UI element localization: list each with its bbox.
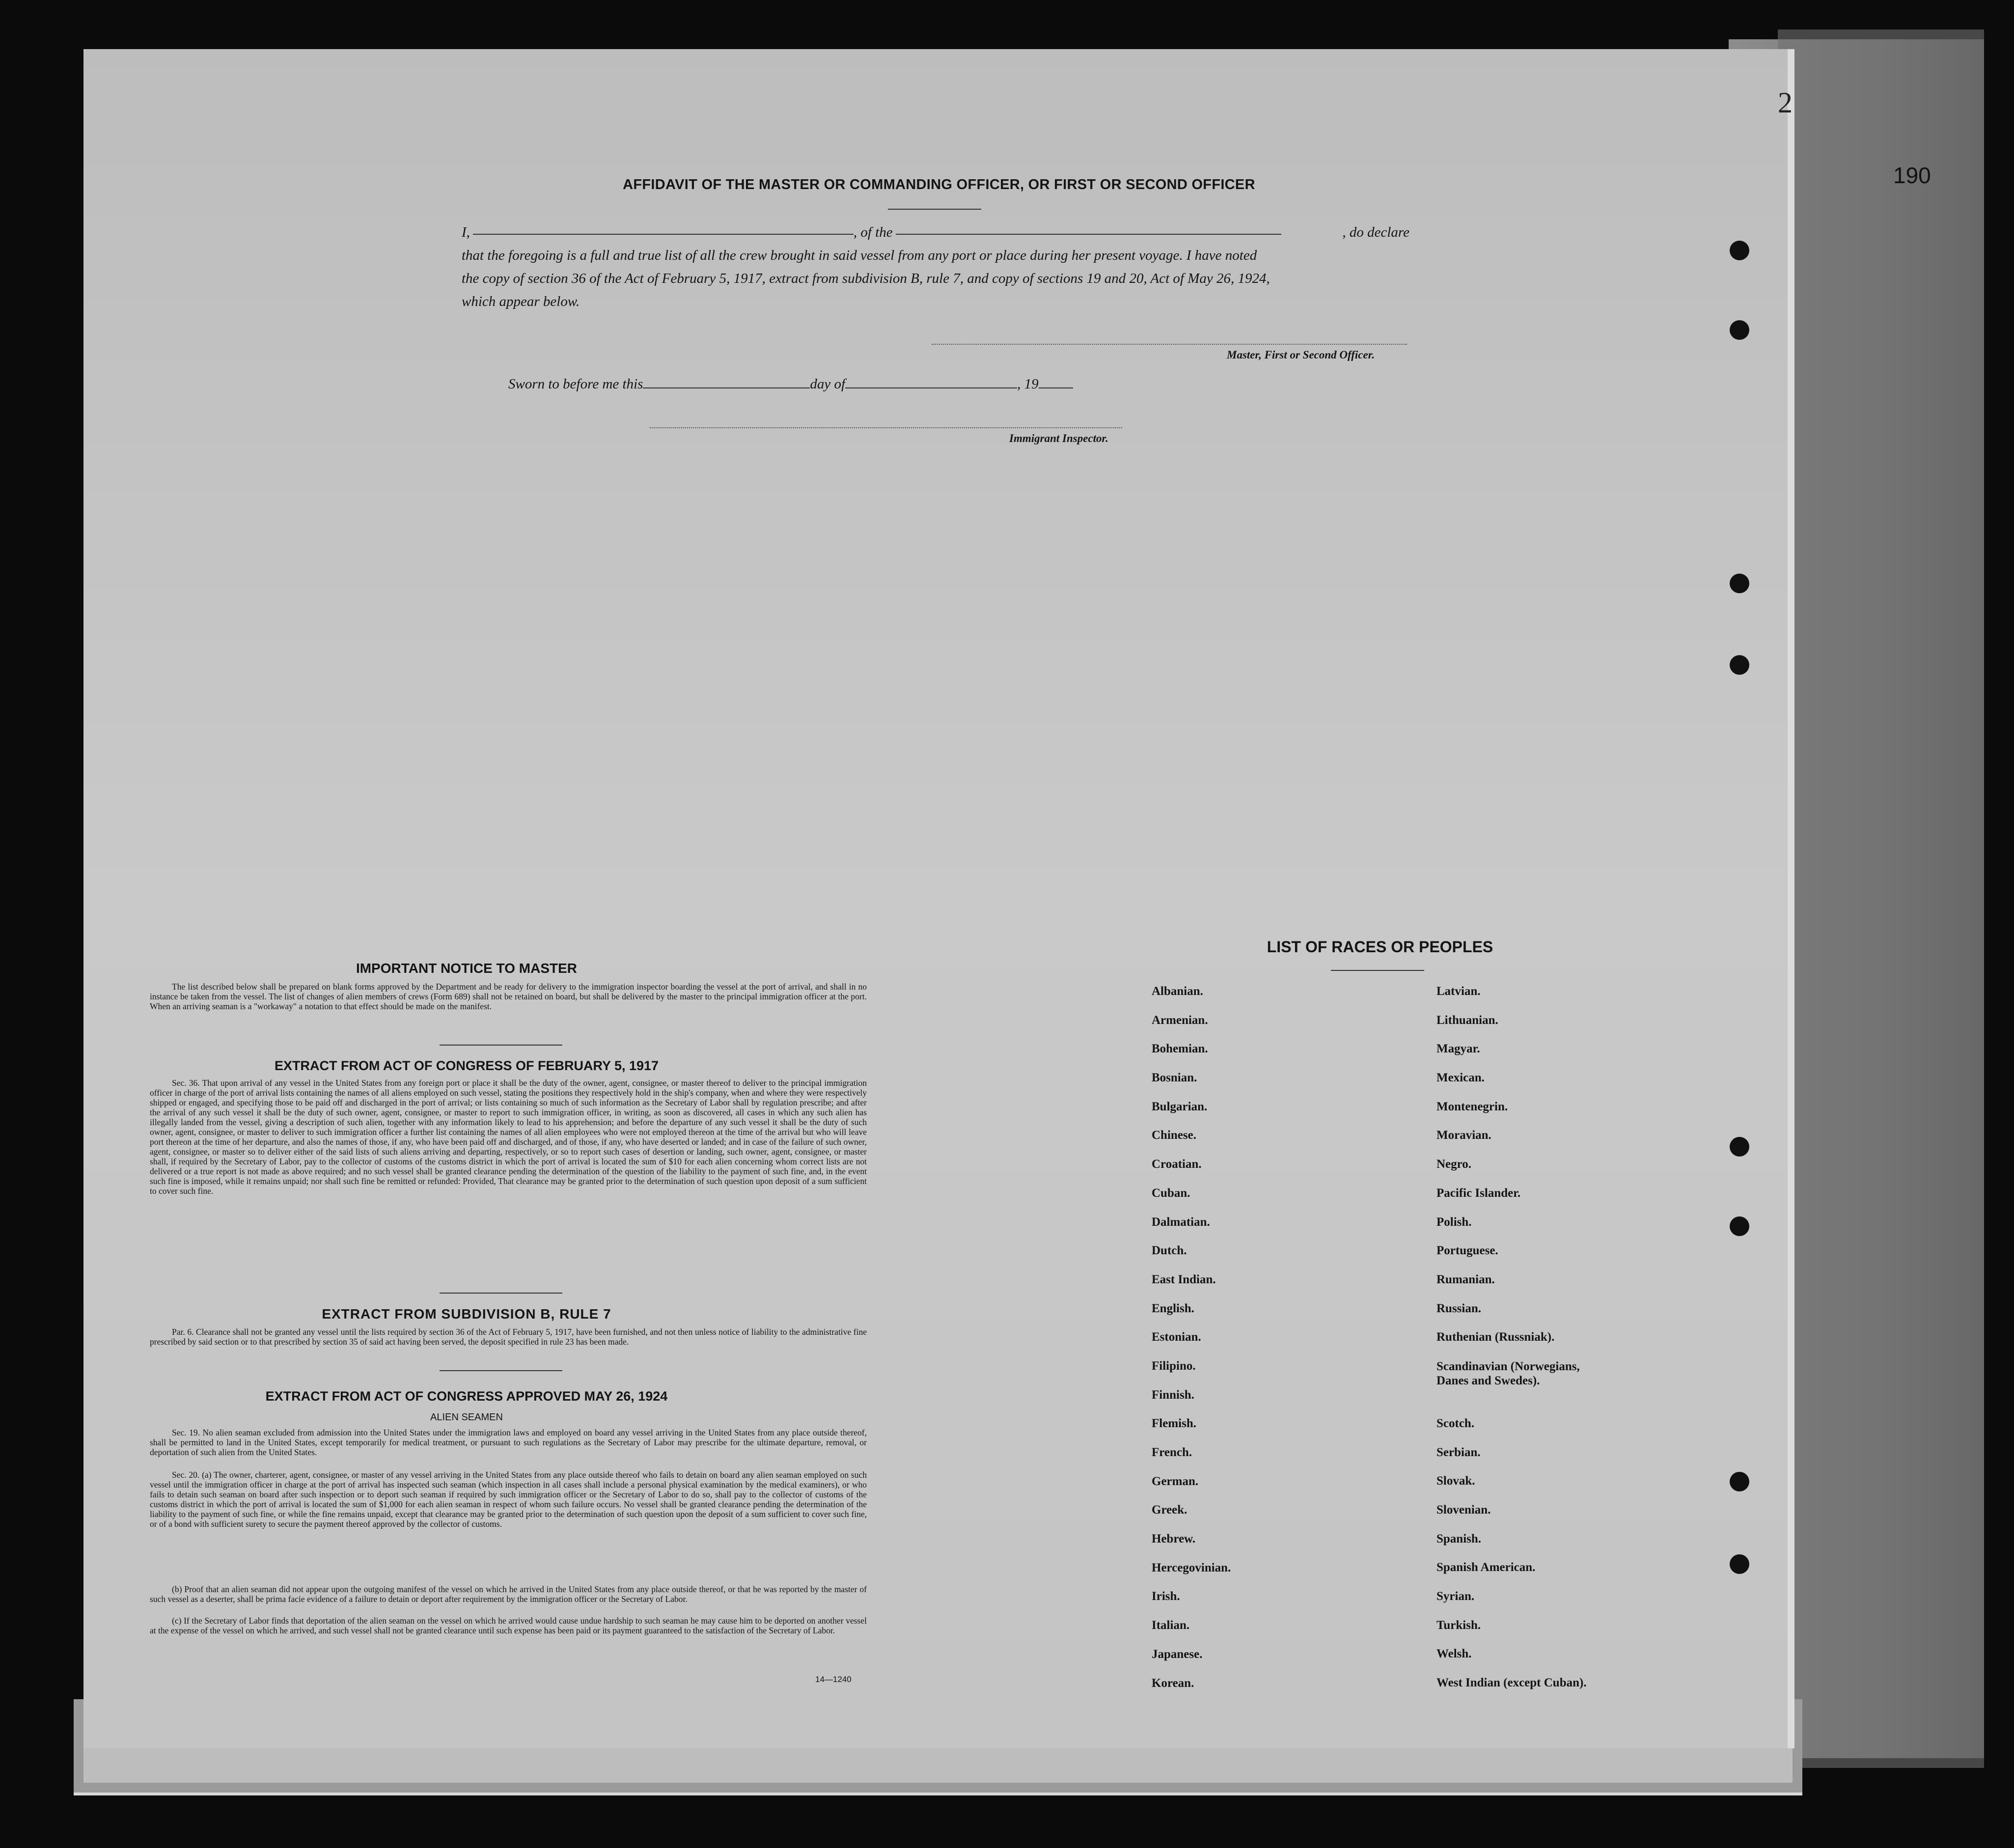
sworn-prefix: Sworn to before me this	[508, 376, 643, 392]
race-entry: German.	[1152, 1474, 1199, 1488]
race-entry: Albanian.	[1152, 985, 1203, 998]
race-entry: Pacific Islander.	[1436, 1186, 1521, 1200]
inspector-signature-line[interactable]	[650, 427, 1122, 428]
race-entry: English.	[1152, 1301, 1194, 1315]
race-entry: East Indian.	[1152, 1272, 1216, 1286]
extract-1917-body: Sec. 36. That upon arrival of any vessel in the United States from any foreign port or place it shall be the duty of the owner, agent, consignee, or master thereof to deliver to the principal immigration officer in charge of the port of arrival lists containing the names of all aliens employed on such vessel, stating the positions they respectively hold in the ship's company, when and where they were respectively shipped or engaged, and specifying those to be paid off and discharged in the port of arrival; or lists containing so much of such information as the Secretary of Labor shall by regulation prescribe; and after the arrival of any such vessel it shall be the duty of such owner, agent, consignee, or master to report to such immigration officer, in writing, as soon as discovered, all cases in which any such alien has illegally landed from the vessel, giving a description of such alien, together with any information likely to lead to his apprehension; and before the departure of any such vessel it shall be the duty of such owner, agent, consignee, or master to deliver to such immigration officer a further list containing the names of all alien employees who were not employed thereon at the time of the arrival but who will leave port thereon at the time of her departure, and also the names of those, if any, who have been paid off and discharged, and of those, if any, who have deserted or landed; and in case of the failure of such owner, agent, consignee, or master so to deliver either of the said lists of such aliens arriving and departing, respectively, or so to report such cases of desertion or landing, such owner, agent, consignee, or master shall, if required by the Secretary of Labor, pay to the collector of customs of the customs district in which the port of arrival is located the sum of $10 for each alien concerning whom correct lists are not delivered or a true report is not made as above required; and no such vessel shall be granted clearance pending the determination of the question of the liability to the payment of such fine, and, in the event such fine is imposed, while it remains unpaid; nor shall such fine be remitted or refunded: Provided, That clearance may be granted prior to the determination of such question upon deposit of a sum sufficient to cover such fine.	[150, 1078, 867, 1196]
race-entry: Irish.	[1152, 1590, 1180, 1603]
binding-hole	[1730, 320, 1749, 340]
race-entry: Spanish.	[1436, 1532, 1482, 1545]
race-entry: Spanish American.	[1436, 1561, 1536, 1574]
race-entry: Latvian.	[1436, 985, 1481, 998]
race-entry: Bosnian.	[1152, 1071, 1197, 1085]
handwritten-mark: 2	[1778, 86, 1793, 119]
adjacent-page-shadow	[1778, 29, 1984, 1768]
sworn-year-field[interactable]	[1039, 375, 1073, 388]
binding-hole	[1730, 1554, 1749, 1574]
race-entry: Serbian.	[1436, 1445, 1481, 1459]
races-right-column	[1436, 985, 1613, 1705]
race-entry: Portuguese.	[1436, 1244, 1498, 1258]
races-title: LIST OF RACES OR PEOPLES	[1267, 938, 1493, 956]
race-entry: Finnish.	[1152, 1388, 1194, 1402]
race-entry: Hercegovinian.	[1152, 1561, 1231, 1574]
section-rule	[440, 1293, 562, 1294]
race-entry: Scotch.	[1436, 1416, 1475, 1430]
race-entry: Estonian.	[1152, 1330, 1201, 1344]
race-entry: Montenegrin.	[1436, 1100, 1508, 1113]
race-entry: Korean.	[1152, 1676, 1194, 1690]
extract-1924-subtitle: ALIEN SEAMEN	[430, 1412, 503, 1423]
race-entry: Filipino.	[1152, 1359, 1196, 1373]
races-left-column	[1152, 985, 1231, 1705]
race-entry: Bohemian.	[1152, 1042, 1208, 1056]
race-entry: Bulgarian.	[1152, 1100, 1208, 1113]
race-entry: Dalmatian.	[1152, 1215, 1210, 1229]
declaration-line: which appear below.	[462, 294, 580, 309]
race-entry: Ruthenian (Russniak).	[1436, 1330, 1555, 1344]
race-entry: Cuban.	[1152, 1186, 1190, 1200]
extract-rule7-title: EXTRACT FROM SUBDIVISION B, RULE 7	[322, 1306, 611, 1322]
form-number: 14—1240	[815, 1675, 852, 1684]
race-entry: Japanese.	[1152, 1647, 1203, 1661]
race-entry: Lithuanian.	[1436, 1013, 1498, 1027]
race-entry: Syrian.	[1436, 1590, 1475, 1603]
vessel-name-field[interactable]	[896, 221, 1281, 235]
title-rule	[888, 209, 981, 210]
race-entry: Moravian.	[1436, 1129, 1491, 1142]
declare-suffix: , do declare	[1342, 224, 1409, 240]
race-entry: Polish.	[1436, 1215, 1472, 1229]
race-entry: Mexican.	[1436, 1071, 1485, 1085]
extract-rule7-body: Par. 6. Clearance shall not be granted any vessel until the lists required by section 36 of the Act of February 5, 1917, have been furnished, and not then unless notice of liability to the administrative fine prescribed by said section or to that prescribed by section 35 of said act having been served, the deposit specified in rule 23 has been made.	[150, 1327, 867, 1347]
notice-title: IMPORTANT NOTICE TO MASTER	[356, 961, 578, 976]
notice-body: The list described below shall be prepared on blank forms approved by the Department and be ready for delivery to the immigration inspector boarding the vessel at the port of arrival, and shall in no instance be taken from the vessel. The list of changes of alien members of crews (Form 689) shall not be retained on board, but shall be delivered by the master to the principal immigration officer at the port. When an arriving seaman is a "workaway" a notation to that effect should be made on the manifest.	[150, 982, 867, 1011]
sec20b-body: (b) Proof that an alien seaman did not appear upon the outgoing manifest of the vessel on which he arrived in the United States from any place outside thereof, or that he was reported by the master of such vessel as a deserter, shall be prima facie evidence of a failure to detain or deport after requirement by the immigration officer or the Secretary of Labor.	[150, 1584, 867, 1604]
race-entry: Russian.	[1436, 1301, 1482, 1315]
binding-hole	[1730, 1137, 1749, 1157]
race-entry: Rumanian.	[1436, 1272, 1495, 1286]
binding-hole	[1730, 1472, 1749, 1491]
sec19-body: Sec. 19. No alien seaman excluded from admission into the United States under the immigration laws and employed on board any vessel arriving in the United States from any place outside thereof, shall be permitted to land in the United States, except temporarily for medical treatment, or pursuant to such regulations as the Secretary of Labor may prescribe for the ultimate departure, removal, or deportation of such alien from the United States.	[150, 1428, 867, 1457]
race-entry: Slovenian.	[1436, 1503, 1491, 1517]
binding-hole	[1730, 1216, 1749, 1236]
section-rule	[440, 1045, 562, 1046]
affidavit-declaration	[462, 221, 1409, 313]
race-entry: Scandinavian (Norwegians, Danes and Swedes).	[1436, 1359, 1580, 1387]
vessel-prefix: , of the	[853, 224, 893, 240]
race-entry: Italian.	[1152, 1619, 1190, 1632]
race-entry: Greek.	[1152, 1503, 1187, 1517]
master-signature-caption: Master, First or Second Officer.	[1227, 349, 1375, 361]
affidavit-title: AFFIDAVIT OF THE MASTER OR COMMANDING OFFICER, OR FIRST OR SECOND OFFICER	[623, 177, 1255, 193]
declarant-name-field[interactable]	[473, 221, 854, 235]
section-rule	[440, 1370, 562, 1371]
races-title-rule	[1331, 970, 1424, 971]
race-entry: Magyar.	[1436, 1042, 1480, 1056]
race-entry: West Indian (except Cuban).	[1436, 1676, 1587, 1690]
sworn-day-of: day of	[810, 376, 846, 392]
race-entry: Chinese.	[1152, 1129, 1196, 1142]
race-entry: Dutch.	[1152, 1244, 1187, 1258]
declaration-line: that the foregoing is a full and true list of all the crew brought in said vessel from any port or place during her present voyage. I have noted	[462, 248, 1257, 263]
master-signature-line[interactable]	[932, 344, 1407, 345]
declaration-line: the copy of section 36 of the Act of February 5, 1917, extract from subdivision B, rule 7, and copy of sections 19 and 20, Act of May 26, 1924,	[462, 271, 1270, 286]
sworn-day-field[interactable]	[643, 375, 810, 388]
sworn-year-prefix: , 19	[1017, 376, 1039, 392]
race-entry: French.	[1152, 1446, 1192, 1459]
race-entry: Slovak.	[1436, 1474, 1475, 1488]
binding-hole	[1730, 574, 1749, 593]
extract-1917-title: EXTRACT FROM ACT OF CONGRESS OF FEBRUARY 5, 1917	[274, 1058, 659, 1073]
race-entry: Negro.	[1436, 1158, 1472, 1171]
extract-1924-title: EXTRACT FROM ACT OF CONGRESS APPROVED MAY 26, 1924	[265, 1389, 668, 1404]
page-number: 190	[1893, 163, 1931, 188]
sworn-line	[508, 375, 1073, 392]
race-entry: Flemish.	[1152, 1417, 1196, 1431]
inspector-signature-caption: Immigrant Inspector.	[1009, 432, 1108, 444]
declarant-prefix: I,	[462, 224, 470, 240]
race-entry: Croatian.	[1152, 1158, 1202, 1171]
race-entry: Armenian.	[1152, 1013, 1208, 1027]
race-entry: Hebrew.	[1152, 1532, 1196, 1546]
binding-hole	[1730, 655, 1749, 675]
race-entry: Turkish.	[1436, 1618, 1481, 1632]
sworn-month-field[interactable]	[845, 375, 1017, 388]
binding-hole	[1730, 241, 1749, 260]
race-entry: Welsh.	[1436, 1647, 1472, 1661]
sec20a-body: Sec. 20. (a) The owner, charterer, agent, consignee, or master of any vessel arriving in the United States from any place outside thereof who fails to detain on board any alien seaman employed on such vessel until the immigration officer in charge at the port of arrival has inspected such seaman (which inspection in all cases shall include a personal physical examination by the medical examiners), or who fails to detain such seaman on board after such inspection or to deport such seaman if required by such immigration officer or the Secretary of Labor to do so, shall pay to the collector of customs of the customs district in which the port of arrival is located the sum of $1,000 for each alien seaman in respect of whom such failure occurs. No vessel shall be granted clearance pending the determination of the liability to the payment of such fine, or while the fine remains unpaid, except that clearance may be granted prior to the determination of such question upon the deposit of a sum sufficient to cover such fine, or of a bond with sufficient surety to secure the payment thereof approved by the collector of customs.	[150, 1470, 867, 1529]
sec20c-body: (c) If the Secretary of Labor finds that deportation of the alien seaman on the vessel on which he arrived would cause undue hardship to such seaman he may cause him to be deported on another vessel at the expense of the vessel on which he arrived, and such vessel shall not be granted clearance until such expense has been paid or its payment guaranteed to the satisfaction of the Secretary of Labor.	[150, 1616, 867, 1635]
